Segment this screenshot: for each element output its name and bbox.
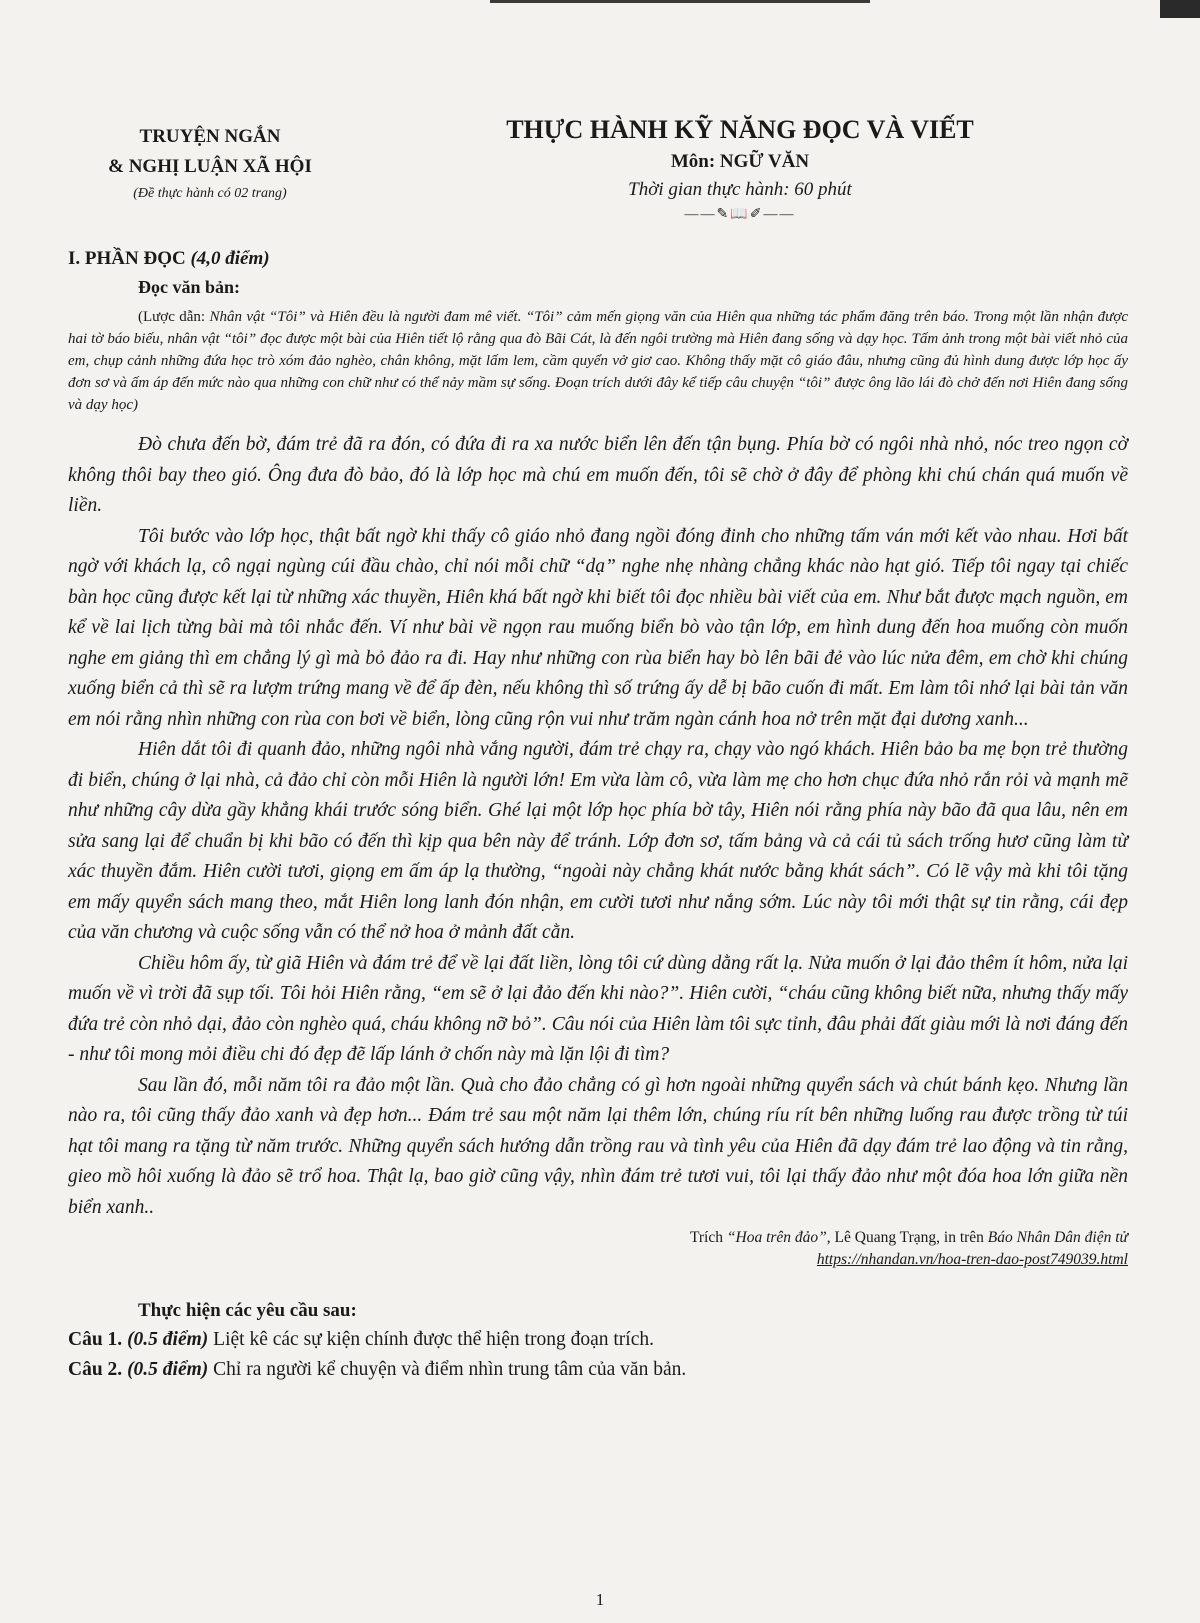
summary-text: Nhân vật “Tôi” và Hiên đều là người đam mê viết. “Tôi” cảm mến giọng văn của Hiên qua những tác phẩm đăng trên báo. Trong một lần nhận được hai tờ báo biếu, nhân vật “tôi” đọc được một bài của Hiên tiết lộ rằng qua đò Bãi Cát, là đến ngôi trường mà Hiên đang sống và dạy học. Tấm ảnh trong một bài viết nhỏ của em, chụp cảnh những đứa học trò xóm đảo nghèo, chân không, mặt lấm lem, cầm quyển vở giơ cao. Không thấy mặt cô giáo đâu, nhưng cũng đủ hình dung được lớp học ấy đơn sơ và ấm áp đến mức nào qua những con chữ như có thể nảy mầm sự sống. Đoạn trích dưới đây kể tiếp câu chuyện “tôi” được ông lão lái đò chở đến nơi Hiên đang sống và dạy học) bbox=[68, 309, 1129, 413]
question-points: (0.5 điểm) bbox=[127, 1329, 209, 1350]
citation-paper: Báo Nhân Dân điện tử bbox=[987, 1229, 1128, 1246]
scan-edge-mark bbox=[490, 0, 870, 3]
subject-line: Môn: NGỮ VĂN bbox=[670, 151, 810, 172]
time-line: Thời gian thực hành: 60 phút bbox=[628, 179, 852, 200]
excerpt-paragraph: Hiên dắt tôi đi quanh đảo, những ngôi nhà vắng người, đám trẻ chạy ra, chạy vào ngó khách. Hiên bảo ba mẹ bọn trẻ thường đi biển, chúng ở lại nhà, cả đảo chỉ còn mỗi Hiên là người lớn! Em vừa làm cô, vừa làm mẹ cho hơn chục đứa nhỏ rắn rỏi và mạnh mẽ như những cây dừa gầy khẳng khái trước sóng biển. Ghé lại một lớp học phía bờ tây, Hiên nói rằng phía này bão đã qua lâu, nên em sửa sang lại để chuẩn bị khi bão có đến thì kịp qua bên này để tránh. Lớp đơn sơ, tấm bảng và cả cái tủ sách trống hươ cũng làm từ xác thuyền đắm. Hiên cười tươi, giọng em ấm áp lạ thường, “ngoài này chẳng khát nước bằng khát sách”. Có lẽ vậy mà khi tôi tặng em mấy quyển sách mang theo, mắt Hiên long lanh đón nhận, em cười tươi như nắng sớm. Lúc này tôi mới thật sự tin rằng, cái đẹp của văn chương và cuộc sống vẫn có thể nở hoa ở mảnh đất cằn. bbox=[68, 739, 1128, 943]
question-label: Câu 2. bbox=[68, 1359, 123, 1380]
genre-line-2: & NGHỊ LUẬN XÃ HỘI bbox=[108, 156, 312, 177]
excerpt-text bbox=[68, 430, 1128, 1223]
header-left-block bbox=[90, 122, 330, 202]
section-points: (4,0 điểm) bbox=[190, 248, 270, 269]
reading-subheading: Đọc văn bản: bbox=[138, 277, 241, 297]
question-text: Chỉ ra người kể chuyện và điểm nhìn trung tâm của văn bản. bbox=[208, 1359, 687, 1380]
scan-corner-mark bbox=[1160, 0, 1200, 18]
page-number: 1 bbox=[595, 1590, 605, 1609]
question-points: (0.5 điểm) bbox=[127, 1359, 209, 1380]
question-2 bbox=[68, 1355, 1128, 1385]
excerpt-paragraph: Sau lần đó, mỗi năm tôi ra đảo một lần. Quà cho đảo chẳng có gì hơn ngoài những quyển sách và chút bánh kẹo. Nhưng lần nào ra, tôi cũng thấy đảo xanh và đẹp hơn... Đám trẻ sau một năm lại thêm lớn, chúng ríu rít bên những luống rau được trồng từ túi hạt tôi mang ra tặng từ năm trước. Những quyển sách hướng dẫn trồng rau và tình yêu của Hiên đã dạy đám trẻ lao động và tin rằng, gieo mồ hôi xuống là đảo sẽ trổ hoa. Thật lạ, bao giờ cũng vậy, nhìn đám trẻ tươi vui, tôi lại thấy đảo như một đóa hoa lớn giữa nền biển xanh.. bbox=[68, 1074, 1128, 1218]
citation-work: “Hoa trên đảo” bbox=[726, 1229, 827, 1246]
document-body bbox=[68, 244, 1128, 1385]
summary-lead: (Lược dẫn: bbox=[138, 309, 210, 325]
book-ornament-icon: ——✎📖✐—— bbox=[684, 207, 796, 222]
question-text: Liệt kê các sự kiện chính được thể hiện trong đoạn trích. bbox=[208, 1329, 654, 1350]
section-title: I. PHẦN ĐỌC bbox=[68, 248, 191, 269]
excerpt-paragraph: Tôi bước vào lớp học, thật bất ngờ khi thấy cô giáo nhỏ đang ngồi đóng đinh cho những tấm ván mới kết vào nhau. Hơi bất ngờ với khách lạ, cô ngại ngùng cúi đầu chào, chỉ nói mỗi chữ “dạ” nghe nhẹ nhàng chẳng khác nào hạt gió. Tiếp tôi ngay tại chiếc bàn học cũng được kết lại từ những xác thuyền, Hiên khá bất ngờ khi biết tôi đọc nhiều bài viết của em. Như bắt được mạch nguồn, em kể về lai lịch từng bài mà tôi nhắc đến. Ví như bài về ngọn rau muống biển bò vào tận lớp, em hình dung đến hoa muống còn muốn nghe em giảng thì em chẳng lý gì mà bỏ đảo ra đi. Hay như những con rùa biển hay bò lên bãi đẻ vào lúc nửa đêm, em chờ khi chúng xuống biển cả thì sẽ ra lượm trứng mang về để ấp đèn, nếu không thì số trứng ấy dễ bị bão cuốn đi mất. Em làm tôi nhớ lại bài tản văn em nói rằng nhìn những con rùa con bơi về biển, lòng cũng rộn vui như trăm ngàn cánh hoa nở trên mặt đại dương xanh... bbox=[68, 525, 1128, 730]
section-heading bbox=[68, 244, 1128, 274]
exam-title: THỰC HÀNH KỸ NĂNG ĐỌC VÀ VIẾT bbox=[506, 115, 974, 144]
tasks-heading: Thực hiện các yêu cầu sau: bbox=[138, 1300, 357, 1321]
genre-line-1: TRUYỆN NGẮN bbox=[139, 126, 281, 147]
document-header bbox=[60, 112, 1150, 242]
citation-prefix: Trích bbox=[689, 1229, 727, 1246]
excerpt-paragraph: Đò chưa đến bờ, đám trẻ đã ra đón, có đứa đi ra xa nước biển lên đến tận bụng. Phía bờ có ngôi nhà nhỏ, nóc treo ngọn cờ không thôi bay theo gió. Ông đưa đò bảo, đó là lớp học mà chú em muốn đến, tôi sẽ chờ ở đây để phòng khi chú chán quá muốn về liền. bbox=[68, 434, 1128, 516]
page-count-note: (Đề thực hành có 02 trang) bbox=[133, 186, 287, 201]
excerpt-paragraph: Chiều hôm ấy, từ giã Hiên và đám trẻ để về lại đất liền, lòng tôi cứ dùng dằng rất lạ. Nửa muốn ở lại đảo thêm ít hôm, nửa lại muốn về vì trời đã sụp tối. Tôi hỏi Hiên rằng, “em sẽ ở lại đảo đến khi nào?”. Hiên cười, “cháu cũng không biết nữa, nhưng thấy mấy đứa trẻ còn nhỏ dại, đảo còn nghèo quá, cháu không nỡ bỏ”. Câu nói của Hiên làm tôi sực tỉnh, đâu phải đất giàu mới là nơi đáng đến - như tôi mong mỏi điều chi đó đẹp đẽ lấp lánh ở chốn này mà lặn lội đi tìm? bbox=[68, 952, 1128, 1065]
summary-note bbox=[68, 306, 1128, 416]
question-label: Câu 1. bbox=[68, 1329, 123, 1350]
citation-line bbox=[68, 1227, 1128, 1249]
source-citation bbox=[68, 1227, 1128, 1271]
citation-author: , Lê Quang Trạng, in trên bbox=[826, 1229, 988, 1246]
question-1 bbox=[68, 1325, 1128, 1355]
source-url-link[interactable]: https://nhandan.vn/hoa-tren-dao-post749039.html bbox=[816, 1251, 1128, 1268]
header-right-block bbox=[450, 112, 1030, 223]
